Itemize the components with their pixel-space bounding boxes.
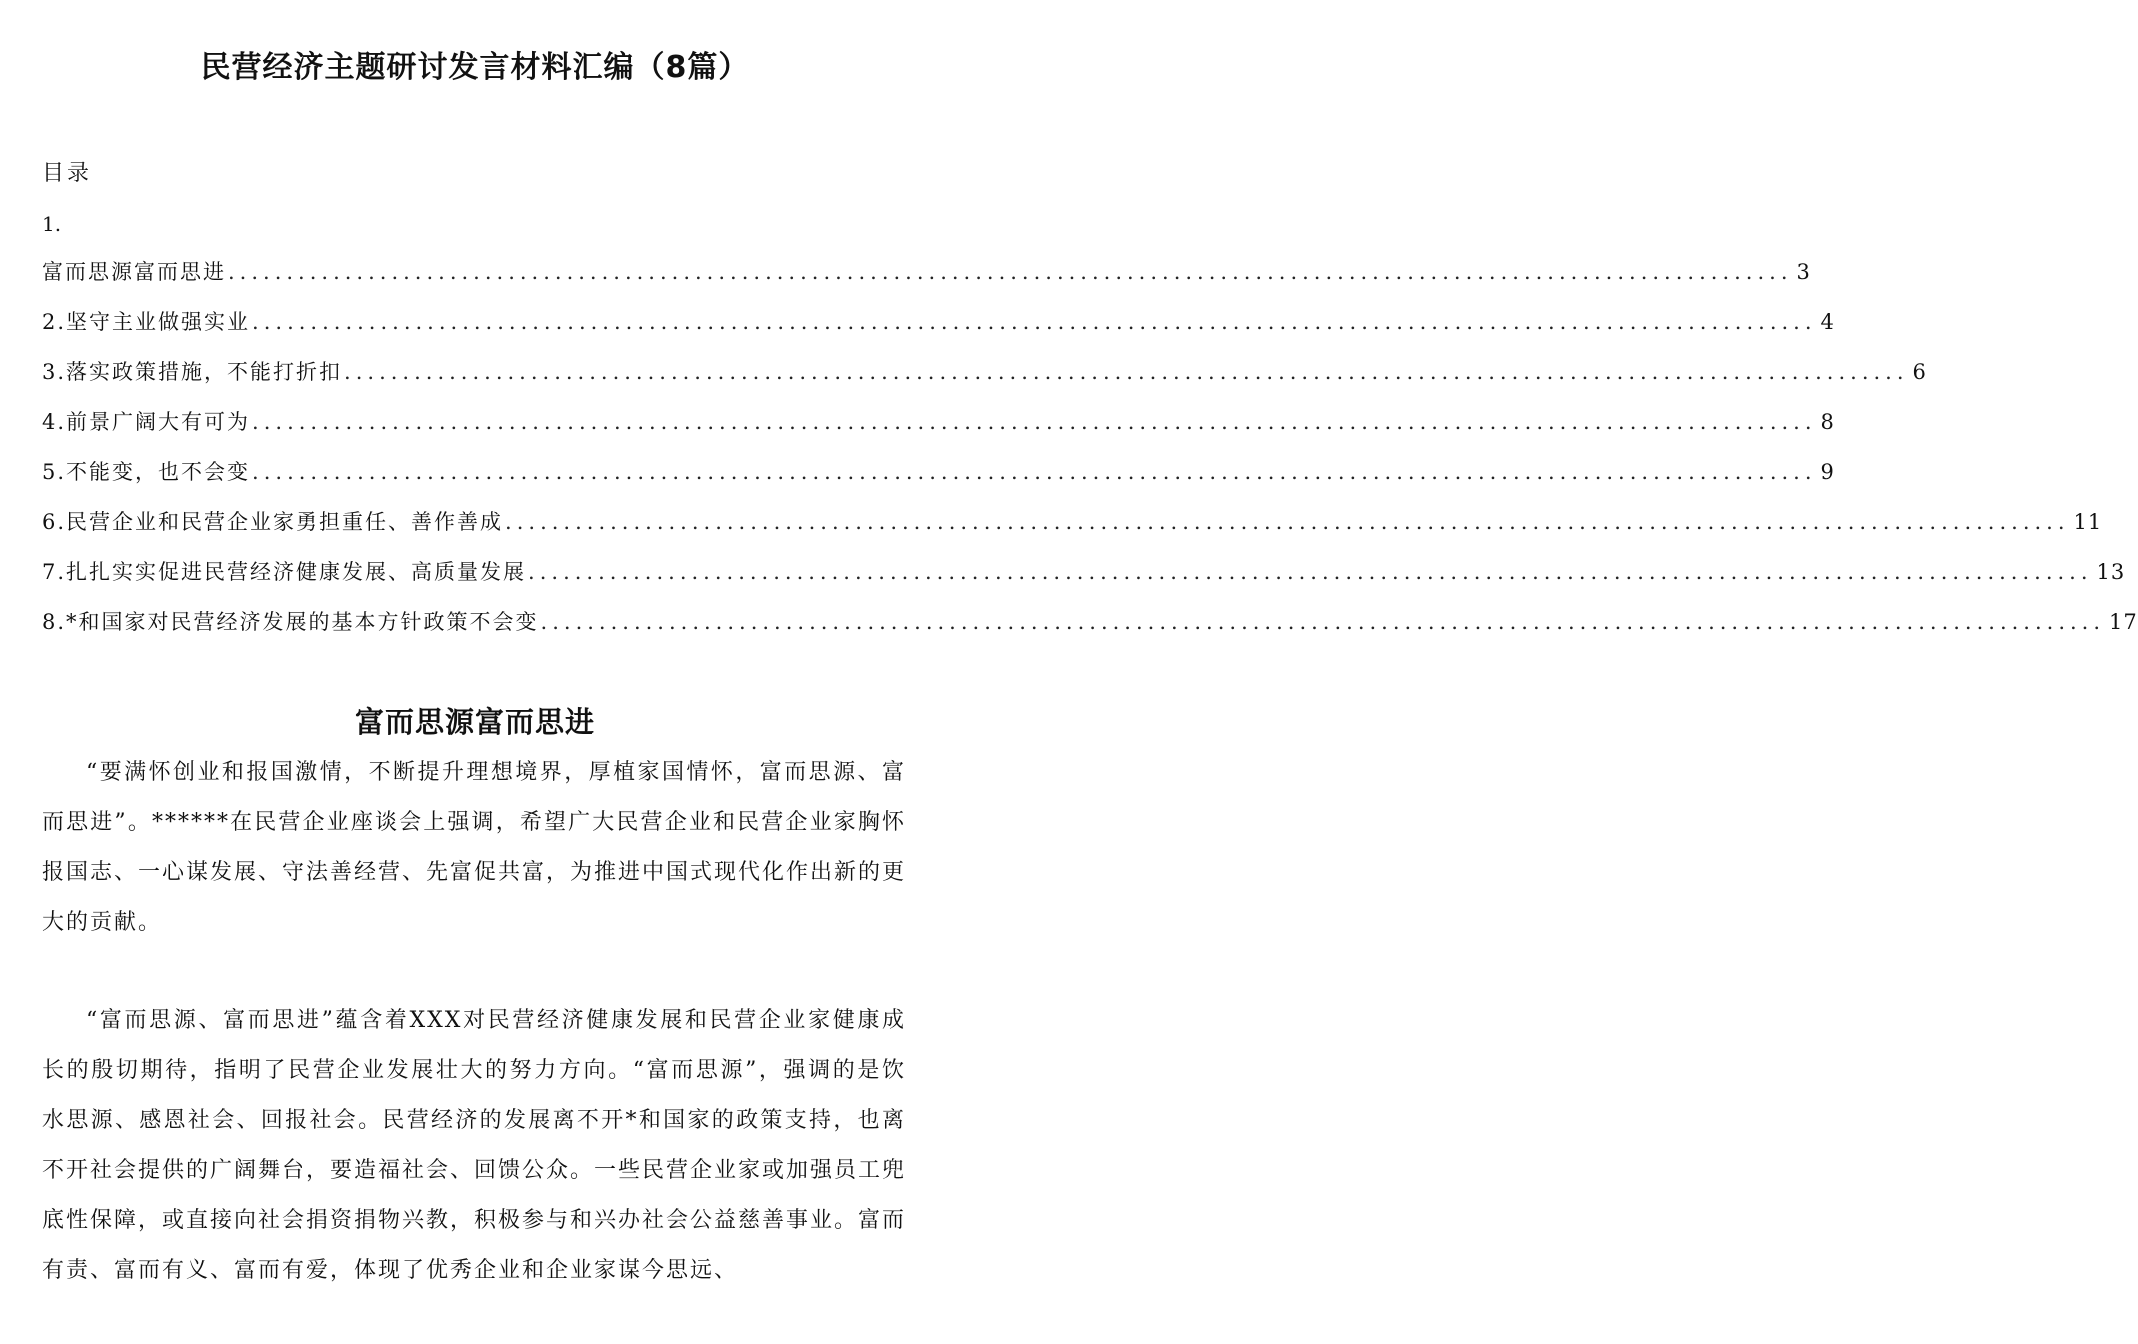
toc-entry[interactable]	[42, 356, 1927, 406]
toc-leader-dots: ......................................................................................................................................	[252, 460, 1817, 484]
toc-entry-page: 11	[2073, 510, 2103, 534]
toc-entry-text: 8.*和国家对民营经济发展的基本方针政策不会变	[42, 610, 539, 634]
toc-entry-text: 5.不能变，也不会变	[42, 460, 251, 484]
toc-first-number: 1.	[42, 212, 62, 236]
toc-leader-dots: ......................................................................................................................................	[528, 560, 2093, 584]
toc-entry-page: 8	[1820, 410, 1835, 434]
toc-entry[interactable]	[42, 306, 1835, 356]
section-title: 富而思源富而思进	[354, 705, 595, 739]
table-of-contents	[42, 256, 2138, 656]
toc-heading: 目录	[42, 161, 93, 186]
document-title: 民营经济主题研讨发言材料汇编（8篇）	[200, 50, 750, 85]
toc-leader-dots: ......................................................................................................................................	[228, 260, 1793, 284]
toc-entry-text: 4.前景广阔大有可为	[42, 410, 251, 434]
toc-entry[interactable]	[42, 606, 2138, 656]
toc-entry-page: 4	[1820, 310, 1835, 334]
toc-leader-dots: ......................................................................................................................................	[252, 410, 1817, 434]
toc-entry-text: 6.民营企业和民营企业家勇担重任、善作善成	[42, 510, 504, 534]
toc-leader-dots: ......................................................................................................................................	[540, 610, 2106, 634]
toc-leader-dots: ......................................................................................................................................	[505, 510, 2070, 534]
toc-entry-page: 3	[1796, 260, 1811, 284]
toc-entry-text: 2.坚守主业做强实业	[42, 310, 251, 334]
toc-entry-page: 13	[2096, 560, 2126, 584]
toc-leader-dots: ......................................................................................................................................	[344, 360, 1909, 384]
body-paragraph: “富而思源、富而思进”蕴含着XXX对民营经济健康发展和民营企业家健康成长的殷切期待，指明了民营企业发展壮大的努力方向。“富而思源”，强调的是饮水思源、感恩社会、回报社会。民营经济的发展离不开*和国家的政策支持，也离不开社会提供的广阔舞台，要造福社会、回馈公众。一些民营企业家或加强员工兜底性保障，或直接向社会捐资捐物兴教，积极参与和兴办社会公益慈善事业。富而有责、富而有义、富而有爱，体现了优秀企业和企业家谋今思远、	[42, 1008, 907, 1283]
toc-entry[interactable]	[42, 506, 2103, 556]
toc-entry-page: 9	[1820, 460, 1835, 484]
toc-leader-dots: ......................................................................................................................................	[252, 310, 1817, 334]
toc-entry[interactable]	[42, 556, 2126, 606]
toc-entry-page: 6	[1912, 360, 1927, 384]
toc-entry-text: 富而思源富而思进	[42, 260, 226, 284]
body-paragraph: “要满怀创业和报国激情，不断提升理想境界，厚植家国情怀，富而思源、富而思进”。******在民营企业座谈会上强调，希望广大民营企业和民营企业家胸怀报国志、一心谋发展、守法善经营、先富促共富，为推进中国式现代化作出新的更大的贡献。	[42, 760, 907, 935]
toc-entry[interactable]	[42, 456, 1835, 506]
toc-entry-page: 17	[2109, 610, 2138, 634]
toc-entry-text: 7.扎扎实实促进民营经济健康发展、高质量发展	[42, 560, 527, 584]
toc-entry[interactable]	[42, 256, 1811, 306]
toc-entry-text: 3.落实政策措施，不能打折扣	[42, 360, 343, 384]
toc-entry[interactable]	[42, 406, 1835, 456]
